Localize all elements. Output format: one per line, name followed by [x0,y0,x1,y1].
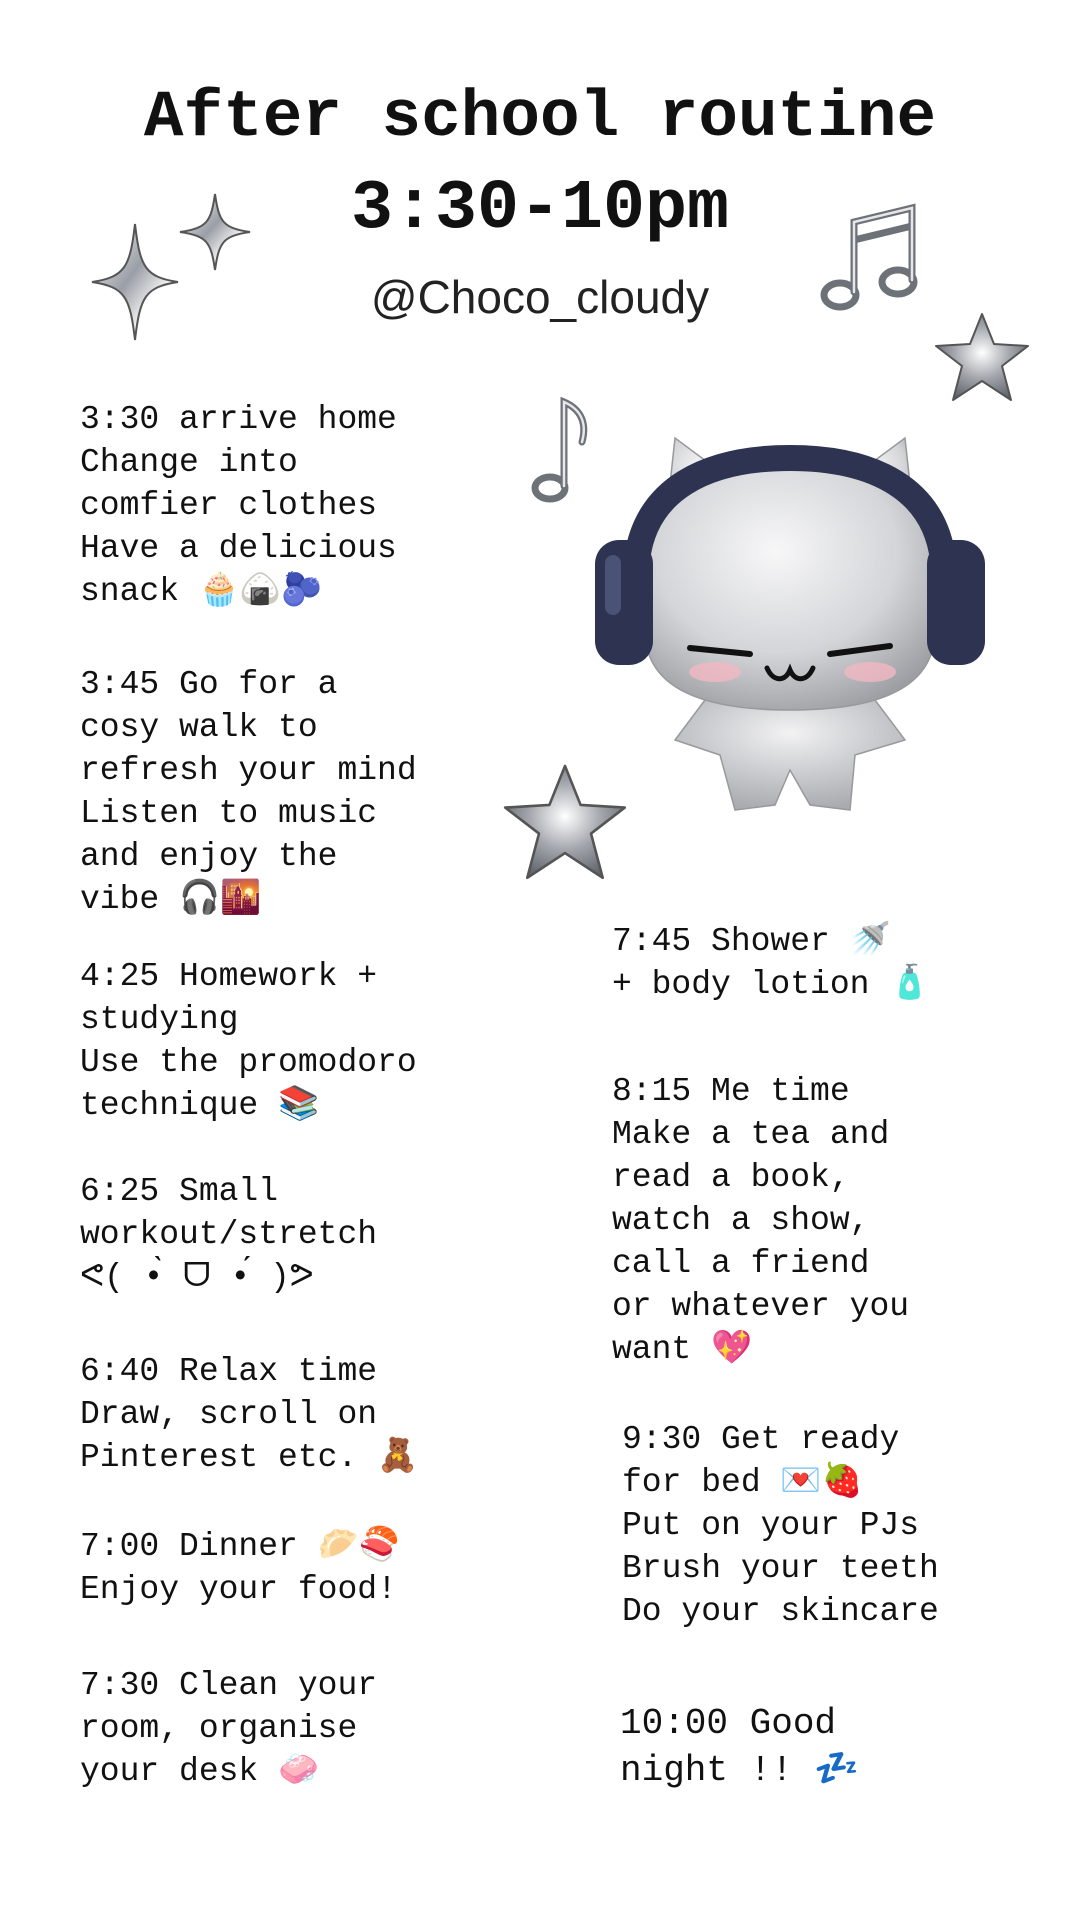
schedule-line: refresh your mind [80,752,417,789]
schedule-line: ᕙ( •̀ ᗜ •́ )ᕗ [80,1259,314,1296]
schedule-line: snack 🧁🍙🫐 [80,573,323,610]
schedule-line: watch a show, [612,1202,870,1239]
schedule-item-745 [612,920,930,1006]
schedule-line: + body lotion 🧴 [612,966,931,1003]
schedule-line: 3:45 Go for a [80,666,338,703]
sparkle-icon [178,192,252,272]
schedule-line: studying [80,1001,239,1038]
schedule-item-930 [622,1418,939,1633]
schedule-item-700 [80,1525,400,1611]
sparkle-icon [90,222,180,342]
schedule-line: 7:00 Dinner 🥟🍣 [80,1528,400,1565]
schedule-item-815 [612,1070,909,1371]
schedule-line: read a book, [612,1159,850,1196]
schedule-line: your desk 🧼 [80,1753,320,1790]
schedule-line: for bed 💌🍓 [622,1464,863,1501]
schedule-line: 10:00 Good [620,1703,837,1744]
schedule-item-730 [80,1664,377,1793]
schedule-line: cosy walk to [80,709,318,746]
page-title: After school routine [143,80,937,155]
schedule-line: Brush your teeth [622,1550,939,1587]
schedule-line: vibe 🎧🌇 [80,881,262,918]
schedule-line: 3:30 arrive home [80,401,397,438]
schedule-line: Change into [80,444,298,481]
schedule-line: 8:15 Me time [612,1073,850,1110]
schedule-line: or whatever you [612,1288,910,1325]
schedule-line: night !! 💤 [620,1750,860,1791]
time-range: 3:30-10pm [350,170,730,249]
schedule-line: Pinterest etc. 🧸 [80,1439,419,1476]
schedule-item-1000 [620,1700,859,1794]
schedule-line: 9:30 Get ready [622,1421,900,1458]
schedule-line: Listen to music [80,795,378,832]
schedule-line: comfier clothes [80,487,378,524]
schedule-line: Put on your PJs [622,1507,920,1544]
schedule-line: 7:45 Shower 🚿 [612,923,891,960]
schedule-line: call a friend [612,1245,870,1282]
music-note-icon [810,200,930,320]
schedule-line: technique 📚 [80,1087,320,1124]
schedule-line: 4:25 Homework + [80,958,378,995]
schedule-item-640 [80,1350,418,1479]
schedule-line: workout/stretch [80,1216,378,1253]
schedule-line: and enjoy the [80,838,338,875]
schedule-line: 6:25 Small [80,1173,279,1210]
schedule-line: Use the promodoro [80,1044,417,1081]
schedule-line: 6:40 Relax time [80,1353,378,1390]
schedule-item-625 [80,1170,377,1299]
schedule-item-425 [80,955,417,1127]
schedule-line: Have a delicious [80,530,397,567]
schedule-line: Do your skincare [622,1593,939,1630]
schedule-line: 7:30 Clean your [80,1667,378,1704]
schedule-line: Enjoy your food! [80,1571,397,1608]
schedule-line: room, organise [80,1710,358,1747]
schedule-item-345 [80,663,417,921]
schedule-line: Draw, scroll on [80,1396,378,1433]
schedule-line: want 💖 [612,1331,753,1368]
schedule-line: Make a tea and [612,1116,890,1153]
schedule-item-330 [80,398,397,613]
creator-handle: @Choco_cloudy [370,271,710,323]
headphone-cat-character [585,410,1005,850]
chrome-star-icon [932,310,1032,405]
